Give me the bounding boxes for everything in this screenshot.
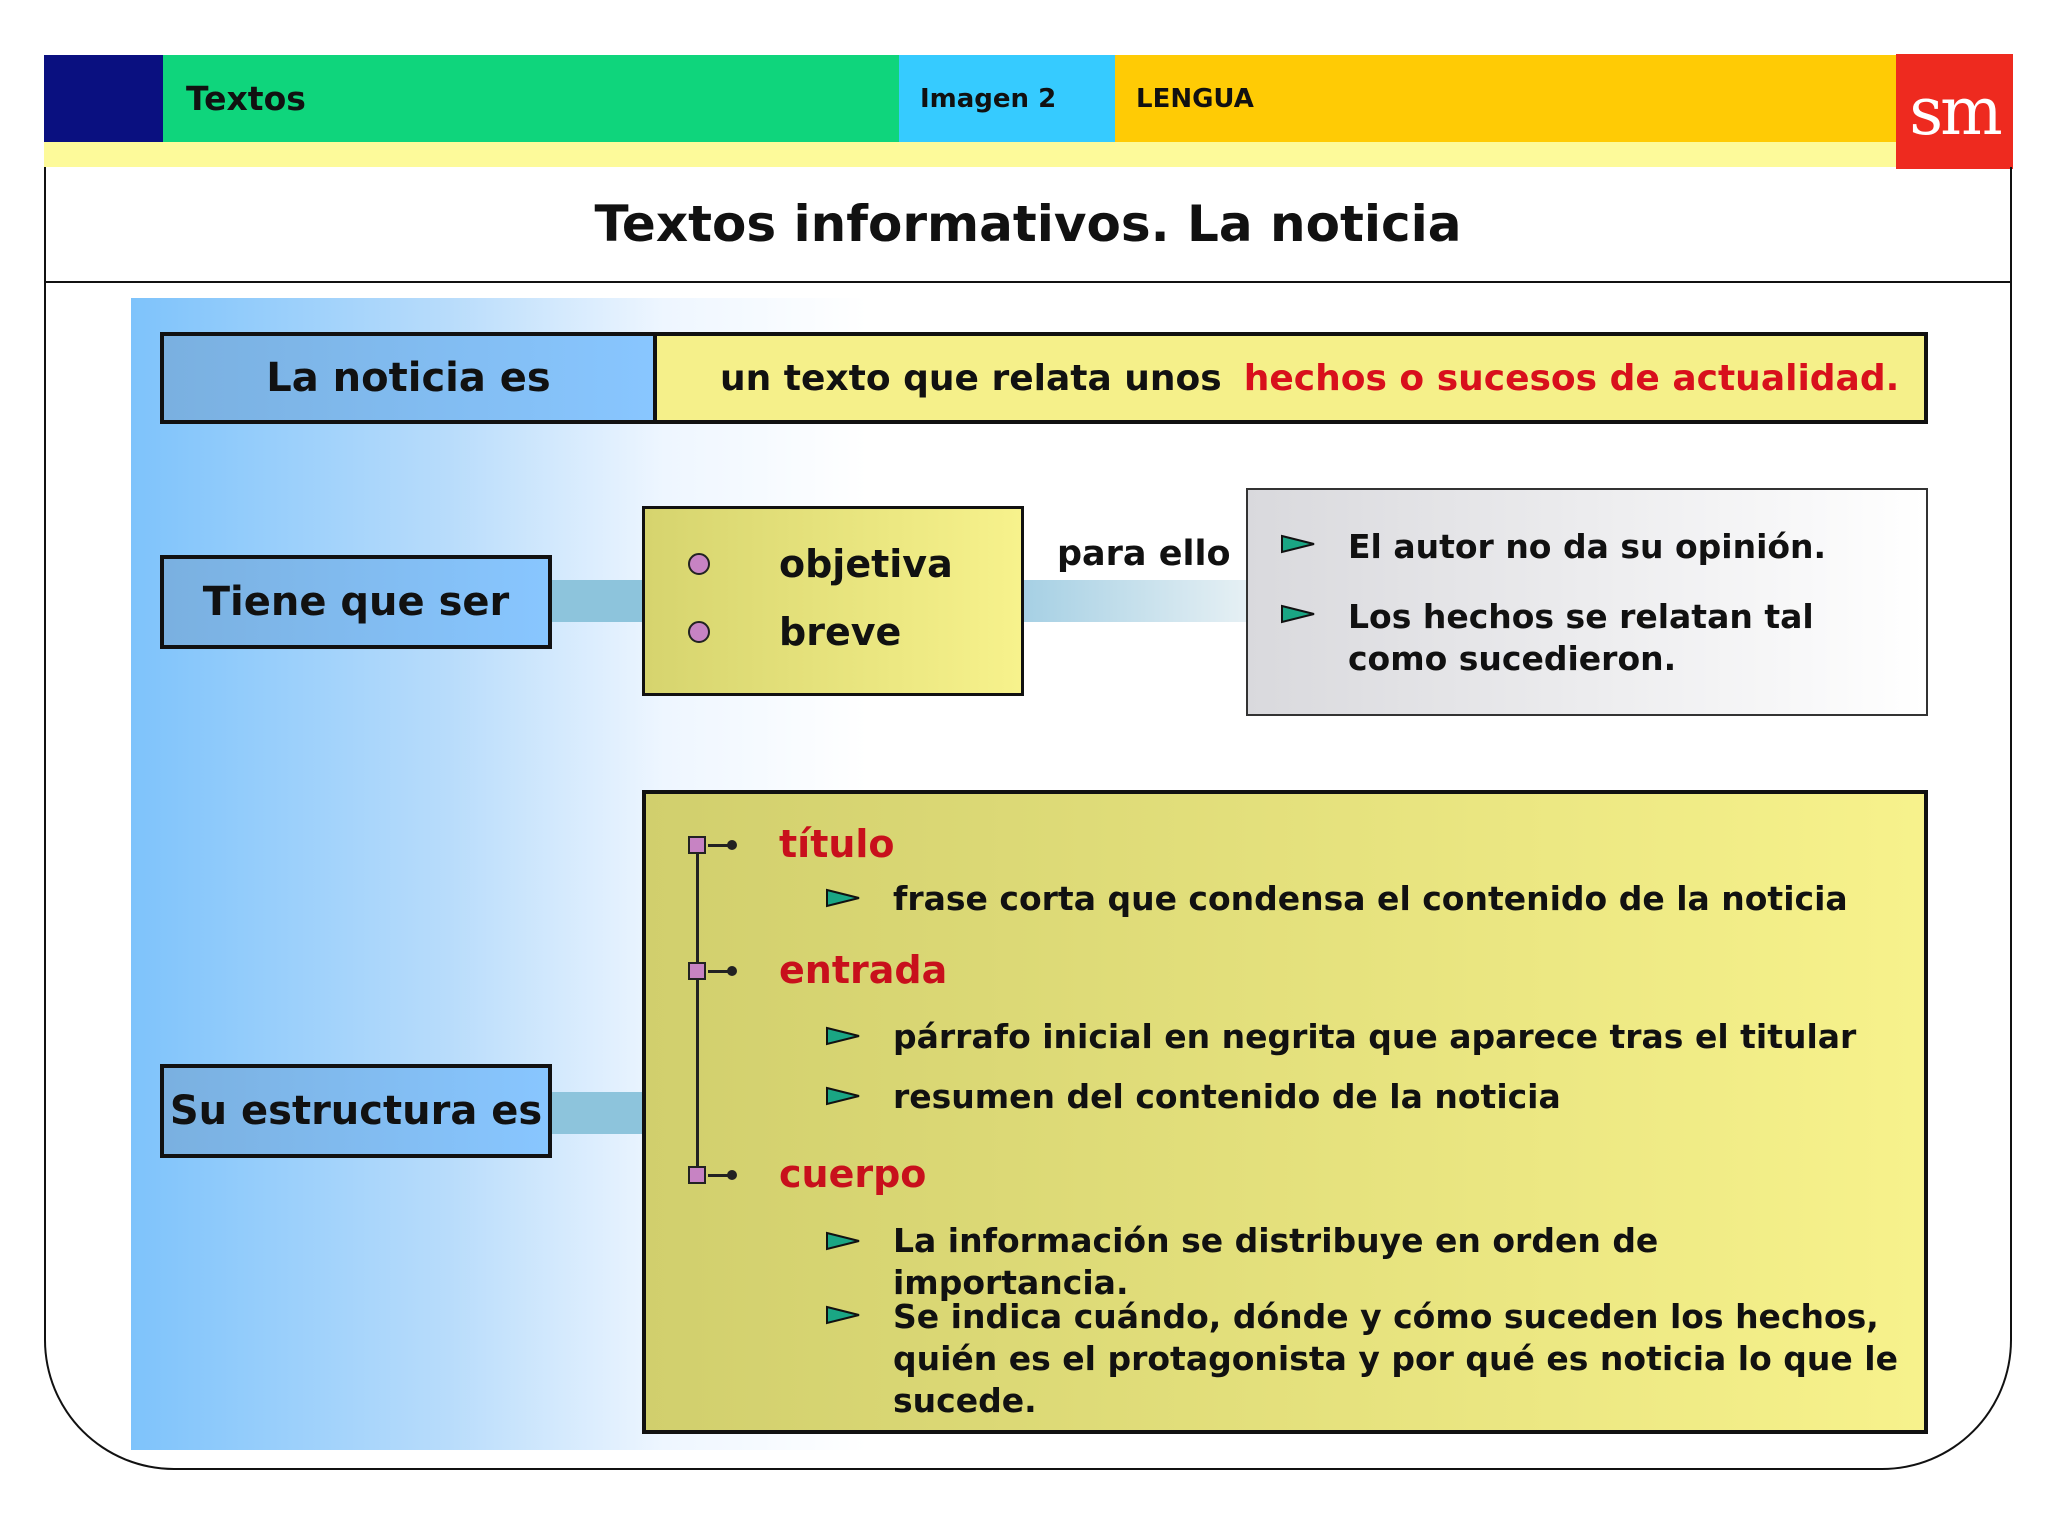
option-item: breve [779,610,902,654]
structure-section-cuerpo: cuerpo [779,1152,927,1196]
header-yellow-strip [44,142,1896,167]
definition-label: La noticia es [160,332,657,424]
structure-item: frase corta que condensa el contenido de la noticia [893,879,1848,918]
structure-connector-bar [552,1092,642,1134]
requirements-label: Tiene que ser [160,555,552,649]
header-section-label: Textos [186,79,306,118]
triangle-arrow-icon [825,1086,861,1106]
result-item: El autor no da su opinión. [1348,527,1827,566]
triangle-arrow-icon [825,888,861,908]
structure-section-title: título [779,822,895,866]
option-item: objetiva [779,542,953,586]
square-connector-icon [688,1166,706,1184]
dot-bullet-icon [727,966,737,976]
square-connector-icon [688,836,706,854]
structure-label: Su estructura es [160,1064,552,1158]
results-connector-bar [1024,580,1248,622]
structure-item: resumen del contenido de la noticia [893,1077,1561,1116]
sm-logo: sm [1896,54,2013,169]
header-subject-label: LENGUA [1136,83,1254,114]
triangle-arrow-icon [825,1026,861,1046]
square-connector-icon [688,962,706,980]
definition-text [720,332,1899,424]
connector-stub [708,844,728,847]
triangle-arrow-icon [1280,534,1316,554]
options-box [642,506,1024,696]
definition-body: un texto que relata unos [720,357,1222,399]
triangle-arrow-icon [825,1305,861,1325]
header-image-label: Imagen 2 [920,83,1057,114]
circle-bullet-icon [688,553,710,575]
page-title: Textos informativos. La noticia [594,195,1462,253]
result-item: Los hechos se relatan tal como sucedieron. [1348,597,1814,678]
dot-bullet-icon [727,1170,737,1180]
connector-stub [708,1174,728,1177]
requirements-connector-bar [552,580,642,622]
triangle-arrow-icon [1280,604,1316,624]
definition-highlight: hechos o sucesos de actualidad. [1243,357,1900,399]
dot-bullet-icon [727,840,737,850]
structure-item: La información se distribuye en orden de importancia. [893,1221,1659,1302]
structure-item: párrafo inicial en negrita que aparece tras el titular [893,1017,1857,1056]
circle-bullet-icon [688,621,710,643]
triangle-arrow-icon [825,1231,861,1251]
connector-stub [708,970,728,973]
connector-label: para ello [1057,534,1231,574]
structure-item: Se indica cuándo, dónde y cómo suceden los hechos, quién es el protagonista y por qué es noticia lo que le sucede. [893,1297,1898,1420]
header-navy-block [44,55,163,142]
title-divider [44,281,2012,283]
structure-section-entrada: entrada [779,948,948,992]
structure-tree-line [696,845,699,1177]
